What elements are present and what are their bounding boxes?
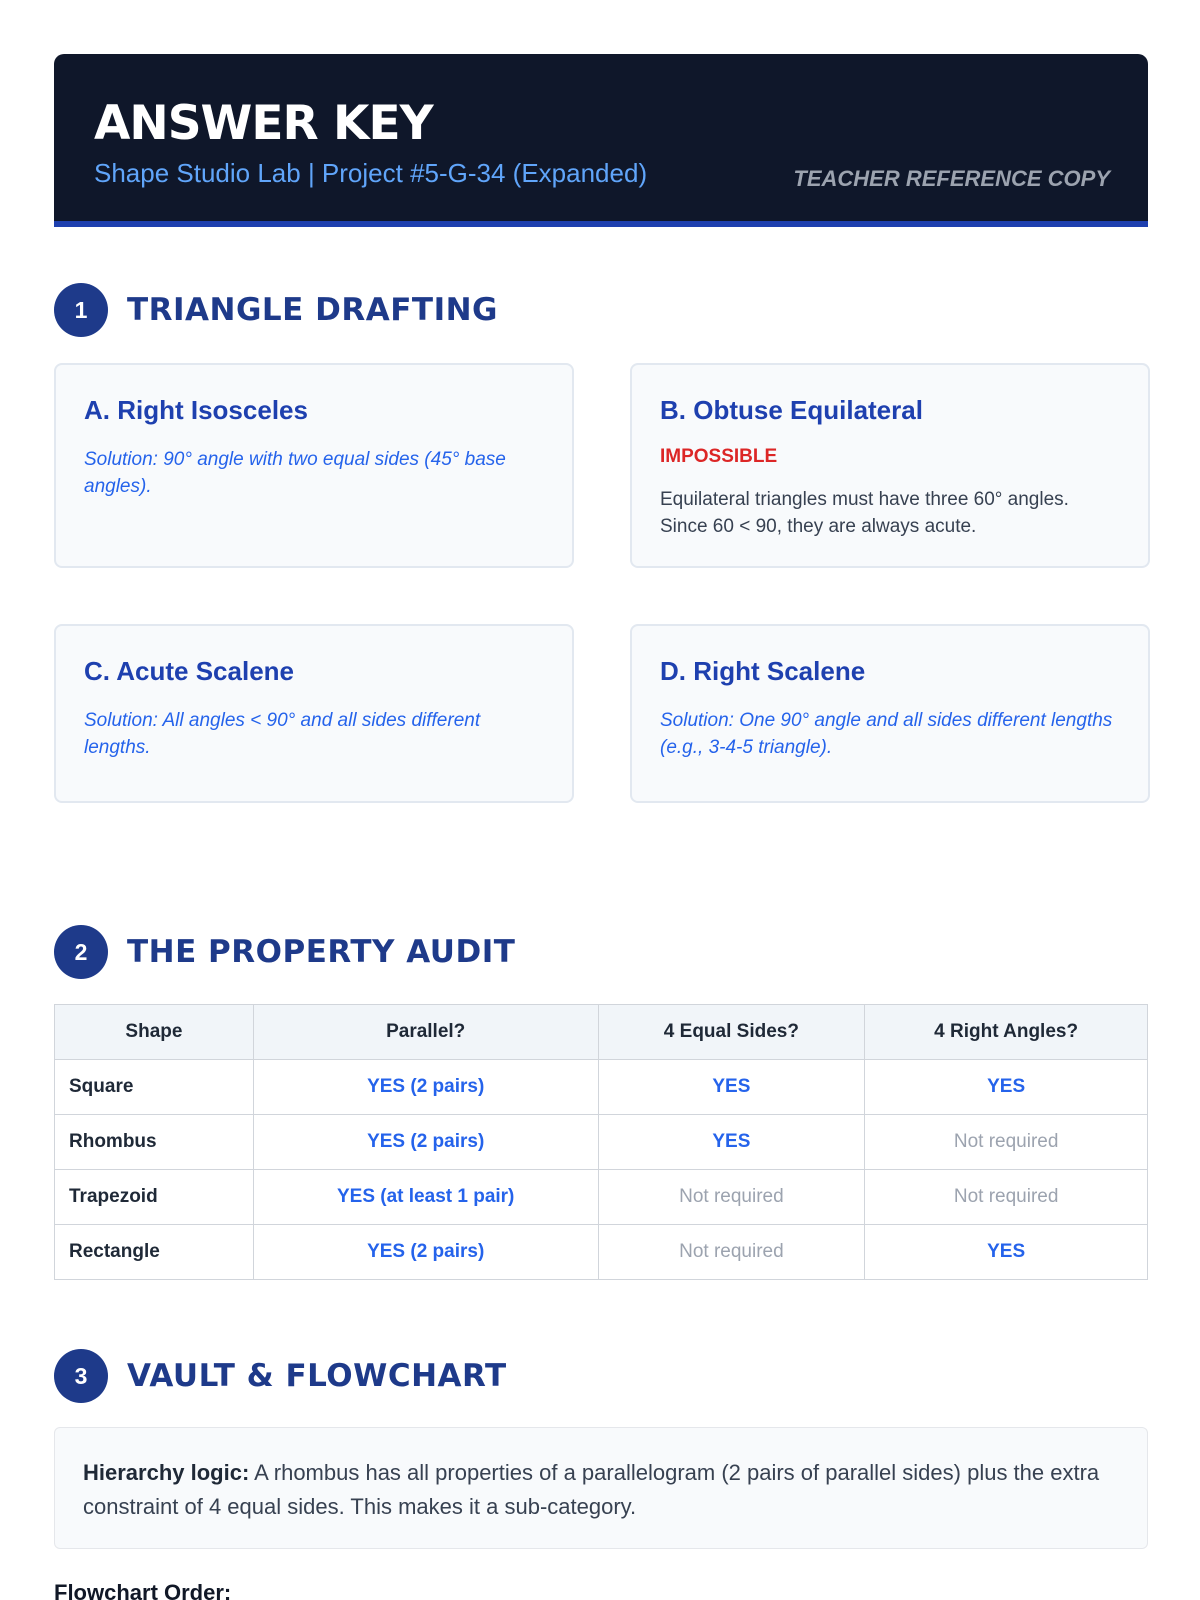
table-row — [55, 1170, 1148, 1225]
impossible-label: IMPOSSIBLE — [660, 446, 778, 467]
column-header-right-angles: 4 Right Angles? — [865, 1005, 1148, 1060]
table-cell: YES — [865, 1060, 1148, 1115]
page-title: ANSWER KEY — [94, 96, 433, 151]
card-explanation: Equilateral triangles must have three 60° angles. Since 60 < 90, they are always acute. — [660, 489, 1069, 537]
triangle-card-c — [54, 624, 574, 803]
table-row — [55, 1115, 1148, 1170]
table-header-row — [55, 1005, 1148, 1060]
answer-key-header — [54, 54, 1148, 227]
triangle-card-a — [54, 363, 574, 568]
section-title: TRIANGLE DRAFTING — [127, 292, 498, 328]
shape-name-cell: Square — [55, 1060, 254, 1115]
table-cell: YES — [865, 1225, 1148, 1280]
hierarchy-logic-label: Hierarchy logic: — [83, 1460, 250, 1485]
flowchart-order-label: Flowchart Order: — [54, 1580, 232, 1600]
card-solution: Solution: All angles < 90° and all sides different lengths. — [84, 710, 481, 758]
card-title: D. Right Scalene — [660, 656, 866, 686]
table-cell: YES (2 pairs) — [253, 1225, 598, 1280]
hierarchy-logic-box — [54, 1427, 1148, 1549]
card-title: A. Right Isosceles — [84, 395, 308, 425]
table-cell: YES — [598, 1060, 865, 1115]
table-row — [55, 1225, 1148, 1280]
table-cell: Not required — [865, 1115, 1148, 1170]
table-cell: YES (2 pairs) — [253, 1115, 598, 1170]
card-title: C. Acute Scalene — [84, 656, 295, 686]
column-header-shape: Shape — [55, 1005, 254, 1060]
hierarchy-logic-text: A rhombus has all properties of a parallelogram (2 pairs of parallel sides) plus the extra constraint of 4 equal sides. This makes it a sub-category. — [83, 1460, 1100, 1519]
shape-name-cell: Rectangle — [55, 1225, 254, 1280]
section-title: THE PROPERTY AUDIT — [127, 934, 516, 970]
triangle-card-d — [630, 624, 1150, 803]
section-number-badge: 1 — [54, 283, 108, 337]
triangle-card-b — [630, 363, 1150, 568]
card-title: B. Obtuse Equilateral — [660, 395, 923, 425]
table-cell: YES (2 pairs) — [253, 1060, 598, 1115]
table-cell: Not required — [598, 1170, 865, 1225]
shape-name-cell: Trapezoid — [55, 1170, 254, 1225]
card-solution: Solution: One 90° angle and all sides different lengths (e.g., 3-4-5 triangle). — [660, 710, 1113, 758]
property-audit-table — [54, 1004, 1148, 1280]
table-row — [55, 1060, 1148, 1115]
section-title: VAULT & FLOWCHART — [127, 1358, 507, 1394]
column-header-equal-sides: 4 Equal Sides? — [598, 1005, 865, 1060]
shape-name-cell: Rhombus — [55, 1115, 254, 1170]
table-cell: YES (at least 1 pair) — [253, 1170, 598, 1225]
reference-copy-tag: TEACHER REFERENCE COPY — [793, 166, 1110, 191]
project-subtitle: Shape Studio Lab | Project #5-G-34 (Expanded) — [94, 158, 648, 188]
table-cell: YES — [598, 1115, 865, 1170]
section-number-badge: 2 — [54, 925, 108, 979]
table-cell: Not required — [598, 1225, 865, 1280]
section-number-badge: 3 — [54, 1349, 108, 1403]
card-solution: Solution: 90° angle with two equal sides (45° base angles). — [84, 449, 506, 497]
column-header-parallel: Parallel? — [253, 1005, 598, 1060]
table-cell: Not required — [865, 1170, 1148, 1225]
